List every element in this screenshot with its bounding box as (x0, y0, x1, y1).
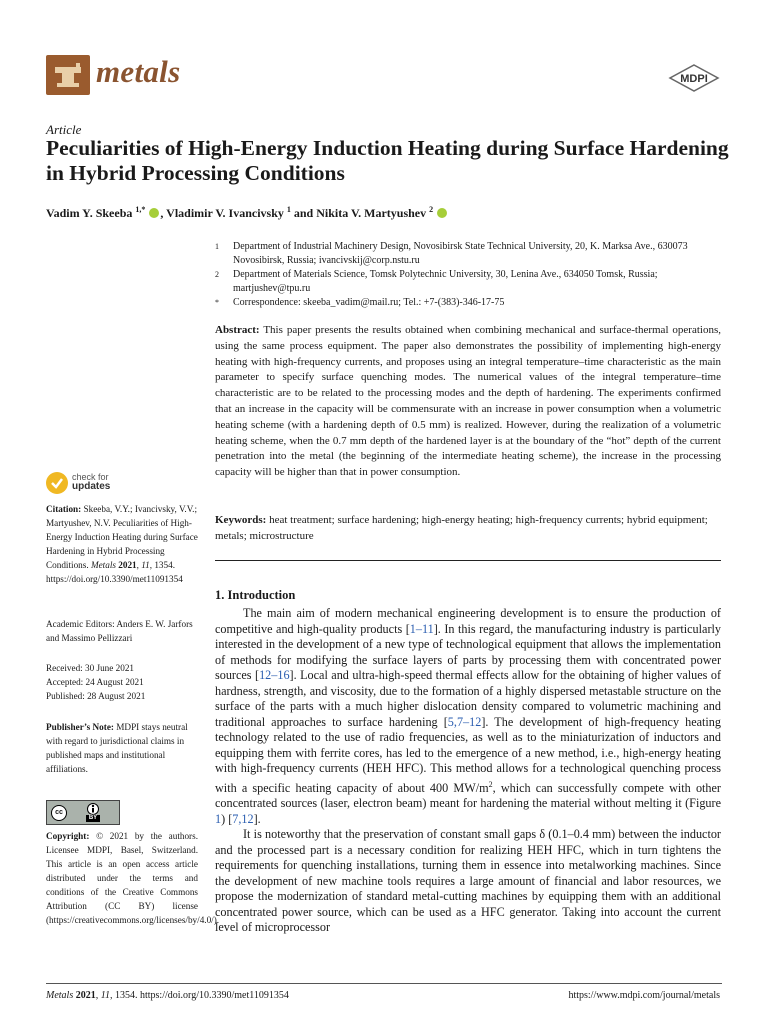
affiliation-number: 1 (215, 242, 219, 251)
affiliation-item (215, 296, 725, 310)
author-affiliation-marker: 2 (429, 205, 434, 214)
abstract (215, 323, 721, 481)
footer-citation (46, 990, 289, 1001)
cc-by-license-badge[interactable] (46, 800, 120, 825)
by-label: BY (86, 815, 100, 822)
superscript: 2 (488, 779, 493, 789)
citation-doi[interactable]: 1354. https://doi.org/10.3390/met11091354 (46, 560, 183, 584)
affiliation-text: Department of Materials Science, Tomsk Polytechnic University, 30, Lenina Ave., 634050 Tomsk, Russia; martjushev@tpu.ru (233, 269, 658, 294)
author-name[interactable]: Vadim Y. Skeeba (46, 206, 133, 220)
affiliation-item (215, 268, 725, 295)
abstract-text: This paper presents the results obtained when combining mechanical and surface-thermal operations, using the same process equipment. The paper also demonstrates the possibility of implementing high-energy heating with high-frequency currents, and proposes using an integral temperature–time characteristic as the main parameter to specify surface quenching modes. The numerical values of the integral temperature–time characteristic are to be related to the processing modes and the depth of hardening. The experiments confirmed that an increase in the capacity will be commensurate with an increase in power consumption when a volumetric heating scheme (with a hardening depth of 0.5 mm) is realized. However, during the realization of a volumetric heating scheme, when the 0.7 mm depth of the hardened layer is at the boundary of the “hot” depth of the current penetration into the metal (the beginning of the intermediate heating scheme), the increase in the processing capacity will be higher than that in power consumption. (215, 324, 721, 479)
figure-link[interactable]: 1 (215, 811, 222, 826)
citation-journal: Metals (90, 560, 116, 570)
attribution-icon (71, 803, 115, 822)
published-date: Published: 28 August 2021 (46, 691, 146, 701)
accepted-date: Accepted: 24 August 2021 (46, 677, 144, 687)
affiliation-item (215, 240, 725, 267)
citation-year: 2021 (115, 560, 137, 570)
author-name[interactable]: Vladimir V. Ivancivsky (166, 206, 284, 220)
footer-divider (46, 983, 722, 984)
affiliation-text: Department of Industrial Machinery Design, Novosibirsk State Technical University, 20, K. Marksa Ave., 630073 Novosibirsk, Russia; ivancivskij@corp.nstu.ru (233, 241, 688, 266)
journal-logo-icon (46, 55, 90, 95)
article-type: Article (46, 122, 82, 137)
abstract-label: Abstract: (215, 324, 260, 336)
section-heading: 1. Introduction (215, 588, 296, 602)
text-run: ]. The development of high-frequency heating technology related to the use of radio frequencies, as well as to the miniaturization of inductors and equipping them with ferrite cores, has led to the emergence of a new method, i.e., high-energy heating with high-frequency currents (HEH HFC). This method allows for a technological quenching process with a specific heating capacity of about 400 MW/m (215, 714, 721, 795)
received-date: Received: 30 June 2021 (46, 663, 135, 673)
author-list (46, 205, 448, 221)
text-run: ]. In this regard, the manufacturing industry is particularly interested in the development of a new type of technological equipment that allows the implementation of methods for modifying the surface layers of parts by processing them with concentrated power sources [ (215, 621, 721, 682)
text-run: The main aim of modern mechanical engineering development is to ensure the production of competitive and high-quality products [ (215, 606, 721, 636)
citation-volume: , 11, (136, 560, 153, 570)
check-for-updates-line: check for (72, 472, 109, 482)
author-name[interactable]: Nikita V. Martyushev (316, 206, 427, 220)
cc-icon: cc (51, 805, 67, 821)
section-divider (215, 560, 721, 561)
author-separator: , (160, 206, 167, 220)
citation-text: Skeeba, V.Y.; Ivancivsky, V.V.; Martyushev, N.V. Peculiarities of High-Energy Induction Heating during Surface Hardening in Hybrid Processing Conditions. (46, 504, 198, 570)
affiliation-number: 2 (215, 270, 219, 279)
journal-name: metals (96, 54, 181, 89)
citation-link[interactable]: 1–11 (409, 621, 434, 636)
citation-block (46, 502, 198, 586)
check-for-updates-icon[interactable] (46, 472, 68, 494)
check-for-updates-line: updates (72, 481, 111, 492)
author-affiliation-marker: 1 (286, 205, 291, 214)
correspondence-text: Correspondence: skeeba_vadim@mail.ru; Tel.: +7-(383)-346-17-75 (233, 297, 505, 308)
affiliation-number: * (215, 298, 219, 307)
text-run: , which can successfully compete with other concentrated sources (laser, electron beam) meant for hardening the material without melting it (Figure (215, 780, 721, 811)
orcid-icon[interactable] (437, 208, 447, 218)
paragraph: It is noteworthy that the preservation of constant small gaps δ (0.1–0.4 mm) between the inductor and the processed part is a necessary condition for realizing HEH HFC, which in turn tightens the requirements for quenching installations, turning them in essence into metalworking machines. Since the development of new machine tools requires a large amount of financial and labor resources, we propose the modernization of standard metal-cutting machines by equipping them with an additional concentrated power source, which can be used as a HFC generator. Taking into account the current level of microprocessor (215, 827, 721, 935)
author-affiliation-marker: 1,* (135, 205, 146, 214)
citation-label: Citation: (46, 504, 82, 514)
academic-editors: Academic Editors: Anders E. W. Jarfors and Massimo Pellizzari (46, 619, 193, 643)
paragraph (215, 606, 721, 827)
copyright-block (46, 829, 220, 927)
copyright-label: Copyright: (46, 831, 90, 841)
citation-link[interactable]: 12–16 (259, 668, 290, 682)
publisher-name: MDPI (680, 73, 708, 85)
keywords-text: heat treatment; surface hardening; high-energy heating; high-frequency currents; hybrid equipment; metals; microstructure (215, 514, 708, 542)
footer-doi-link[interactable]: 1354. https://doi.org/10.3390/met11091354 (112, 990, 289, 1001)
body-text (215, 606, 721, 936)
orcid-icon[interactable] (149, 208, 159, 218)
footer-year: 2021 (73, 990, 96, 1001)
copyright-text: © 2021 by the authors. Licensee MDPI, Basel, Switzerland. This article is an open access article distributed under the terms and conditions of the Creative Commons Attribution (CC BY) license (https://creativecommons.org/licenses/by/4.0/). (46, 831, 220, 925)
check-for-updates-button[interactable] (72, 472, 110, 492)
keywords (215, 513, 721, 545)
keywords-label: Keywords: (215, 514, 267, 526)
publisher-note-text: MDPI stays neutral with regard to jurisdictional claims in published maps and institutional affiliations. (46, 722, 188, 774)
publisher-note (46, 720, 198, 776)
publisher-note-label: Publisher’s Note: (46, 722, 114, 732)
footer-journal-url[interactable]: https://www.mdpi.com/journal/metals (568, 990, 720, 1001)
citation-link[interactable]: 7,12 (232, 811, 254, 826)
mdpi-logo-icon (668, 64, 720, 92)
citation-link[interactable]: 5,7–12 (447, 714, 482, 729)
text-run: ]. (253, 811, 261, 826)
article-title: Peculiarities of High-Energy Induction Heating during Surface Hardening in Hybrid Processing Conditions (46, 136, 729, 185)
footer-volume: , 11, (95, 990, 113, 1001)
text-run: ]. Local and ultra-high-speed thermal effects allow for the obtaining of higher values of hardness, strength, and viscosity, due to the formation of a highly dispersed metastable structure on the surface of the parts with a much higher dislocation density compared to volumetric machining and traditional approaches to surface hardening [ (215, 668, 721, 729)
affiliations (215, 240, 725, 311)
footer-journal: Metals (46, 990, 74, 1001)
text-run: ) [ (221, 811, 233, 826)
author-separator: and (290, 206, 317, 220)
dates-block (46, 661, 198, 703)
